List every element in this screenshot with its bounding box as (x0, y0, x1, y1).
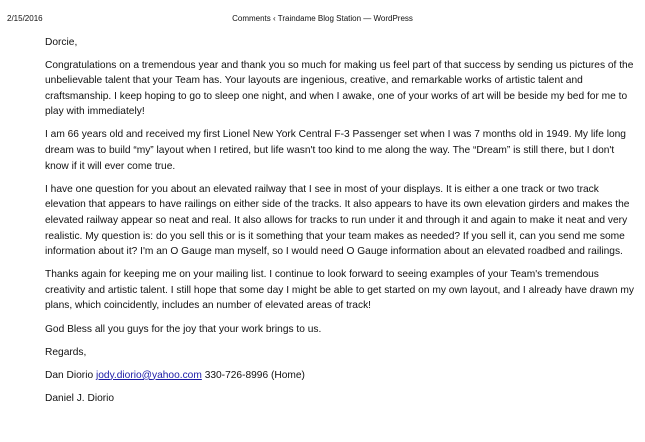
letter-paragraph-thanks: Thanks again for keeping me on your mailing list. I continue to look forward to seeing examples of your Team's tremendous creativity and artistic talent. I still hope that some day I might be able to get started on my own layout, and I already have drawn my plans, which coincidently, includes an number of elevated areas of track! (45, 269, 634, 312)
letter-paragraph-congratulations: Congratulations on a tremendous year and thank you so much for making us feel part of that success by sending us pictures of the unbelievable talent that your Team has. Your layouts are ingenious, creative, and remarkable works of artistic talent and craftsmanship. I keep hoping to go to sleep one night, and when I awake, one of your works of art will be beside my bed for me to play with immediately! (45, 59, 634, 118)
print-date: 2/15/2016 (7, 14, 43, 23)
signature-line (45, 368, 637, 384)
letter-salutation: Dorcie, (45, 37, 78, 48)
signature-phone: 330-726-8996 (Home) (204, 369, 305, 381)
print-page-title: Comments ‹ Traindame Blog Station — WordPress (232, 14, 413, 23)
letter-paragraph-life-dream: I am 66 years old and received my first Lionel New York Central F-3 Passenger set when I was 7 months old in 1949. My life long dream was to build “my” layout when I retired, but life wasn't too kind to me along the way. The “Dream” is still there, but I don't know if it will ever come true. (45, 129, 626, 172)
signature-full-name: Daniel J. Diorio (45, 392, 115, 404)
letter-closing: Regards, (45, 346, 87, 358)
signature-name: Dan Diorio (45, 369, 94, 381)
letter-paragraph-question: I have one question for you about an elevated railway that I see in most of your displays. It is either a one track or two track elevation that appears to have railings on either side of the tracks. It also appears to have its own elevation girders and makes the elevated railway appear so neat and real. It also allows for tracks to run under it and through it and again to make it neat and very realistic. My question is: do you sell this or is it something that your team makes as needed? If you sell it, can you send me some information about it? I'm an O Gauge man myself, so I would need O Gauge information about an elevated roadbed and railings. (45, 183, 630, 258)
signature-email-link[interactable]: jody.diorio@yahoo.com (95, 369, 202, 381)
letter-paragraph-blessing: God Bless all you guys for the joy that your work brings to us. (45, 323, 322, 335)
print-header (0, 13, 645, 25)
letter-body (45, 35, 637, 414)
